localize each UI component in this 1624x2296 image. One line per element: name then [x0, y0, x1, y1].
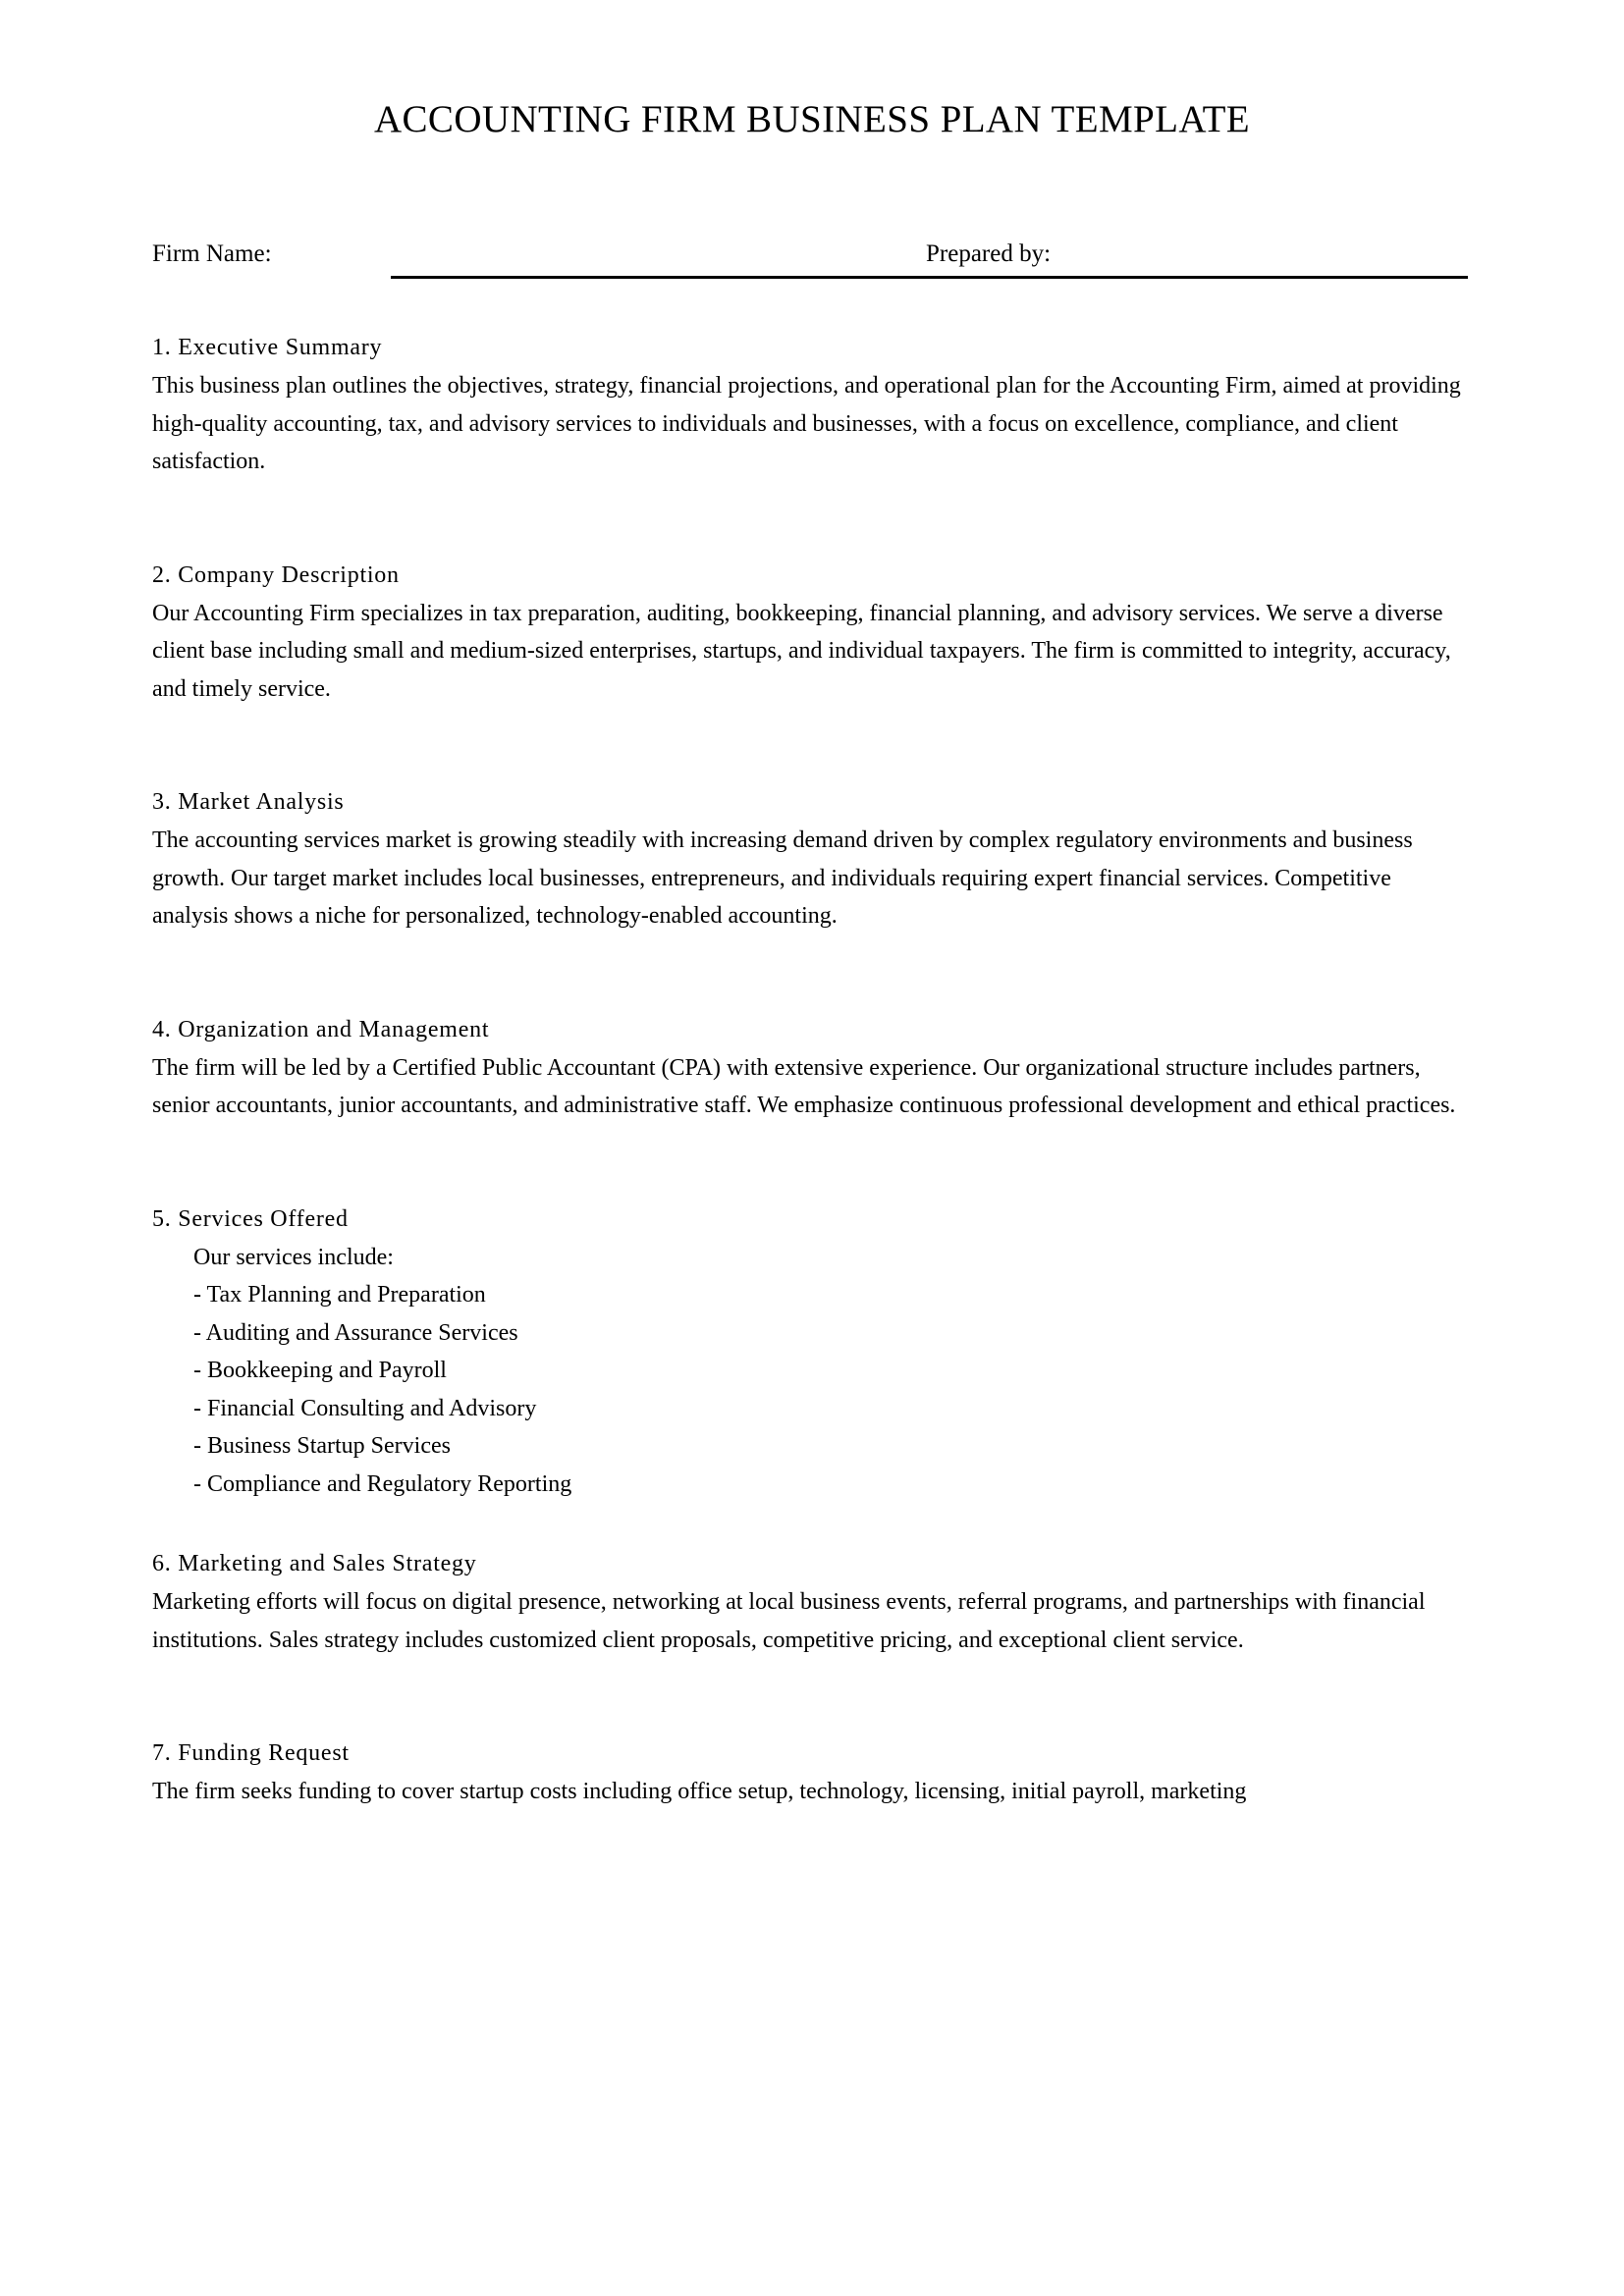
firm-name-label: Firm Name:: [152, 240, 272, 267]
section-body: The accounting services market is growing steadily with increasing demand driven by complex regulatory environments and business growth. Our target market includes local businesses, entrepreneurs, and individuals requiring expert financial services. Competitive analysis shows a niche for personalized, technology-enabled accounting.: [152, 828, 1413, 929]
section-heading: 5. Services Offered: [152, 1205, 349, 1232]
section-heading: 6. Marketing and Sales Strategy: [152, 1551, 477, 1576]
section-funding-request: [152, 1735, 1473, 1811]
section-spacer: [152, 935, 1473, 1012]
services-list: [152, 1276, 1473, 1503]
section-spacer: [152, 1125, 1473, 1201]
section-heading: 3. Market Analysis: [152, 789, 345, 815]
list-item: - Auditing and Assurance Services: [193, 1319, 518, 1346]
services-intro: Our services include:: [193, 1244, 394, 1270]
list-item: - Bookkeeping and Payroll: [193, 1358, 447, 1383]
section-heading: 7. Funding Request: [152, 1740, 350, 1766]
header-fields-row: [152, 239, 1473, 286]
section-body: Marketing efforts will focus on digital presence, networking at local business events, referral programs, and partnerships with financial institutions. Sales strategy includes customized client proposals, competitive pricing, and exceptional client service.: [152, 1589, 1426, 1653]
header-fields-underline[interactable]: [391, 276, 1468, 279]
section-services-offered: [152, 1201, 1473, 1504]
section-spacer: [152, 1659, 1473, 1735]
section-spacer: [152, 481, 1473, 558]
prepared-by-label: Prepared by:: [926, 240, 1052, 267]
section-spacer: [152, 1503, 1473, 1546]
section-marketing-and-sales-strategy: [152, 1546, 1473, 1659]
section-body: The firm will be led by a Certified Public Accountant (CPA) with extensive experience. Our organizational structure includes partners, senior accountants, junior accountants, and administrative staff. We emphasize continuous professional development and ethical practices.: [152, 1054, 1456, 1118]
section-executive-summary: [152, 330, 1473, 481]
section-heading: 4. Organization and Management: [152, 1016, 490, 1042]
section-body: Our Accounting Firm specializes in tax preparation, auditing, bookkeeping, financial planning, and advisory services. We serve a diverse client base including small and medium-sized enterprises, startups, and individual taxpayers. The firm is committed to integrity, accuracy, and timely service.: [152, 600, 1451, 702]
page-title: ACCOUNTING FIRM BUSINESS PLAN TEMPLATE: [373, 98, 1251, 141]
section-spacer: [152, 708, 1473, 784]
document-body: [152, 330, 1473, 1811]
section-body: The firm seeks funding to cover startup costs including office setup, technology, licensing, initial payroll, marketing: [152, 1779, 1247, 1804]
list-item: - Business Startup Services: [193, 1433, 451, 1459]
section-body: This business plan outlines the objectives, strategy, financial projections, and operational plan for the Accounting Firm, aimed at providing high-quality accounting, tax, and advisory services to individuals and businesses, with a focus on excellence, compliance, and client satisfaction.: [152, 373, 1461, 474]
section-company-description: [152, 558, 1473, 709]
section-heading: 2. Company Description: [152, 561, 400, 588]
list-item: - Tax Planning and Preparation: [193, 1282, 486, 1308]
list-item: - Compliance and Regulatory Reporting: [193, 1470, 572, 1497]
section-market-analysis: [152, 784, 1473, 935]
list-item: - Financial Consulting and Advisory: [193, 1395, 537, 1421]
section-heading: 1. Executive Summary: [152, 335, 383, 360]
section-organization-and-management: [152, 1012, 1473, 1125]
services-block: [152, 1239, 1473, 1504]
